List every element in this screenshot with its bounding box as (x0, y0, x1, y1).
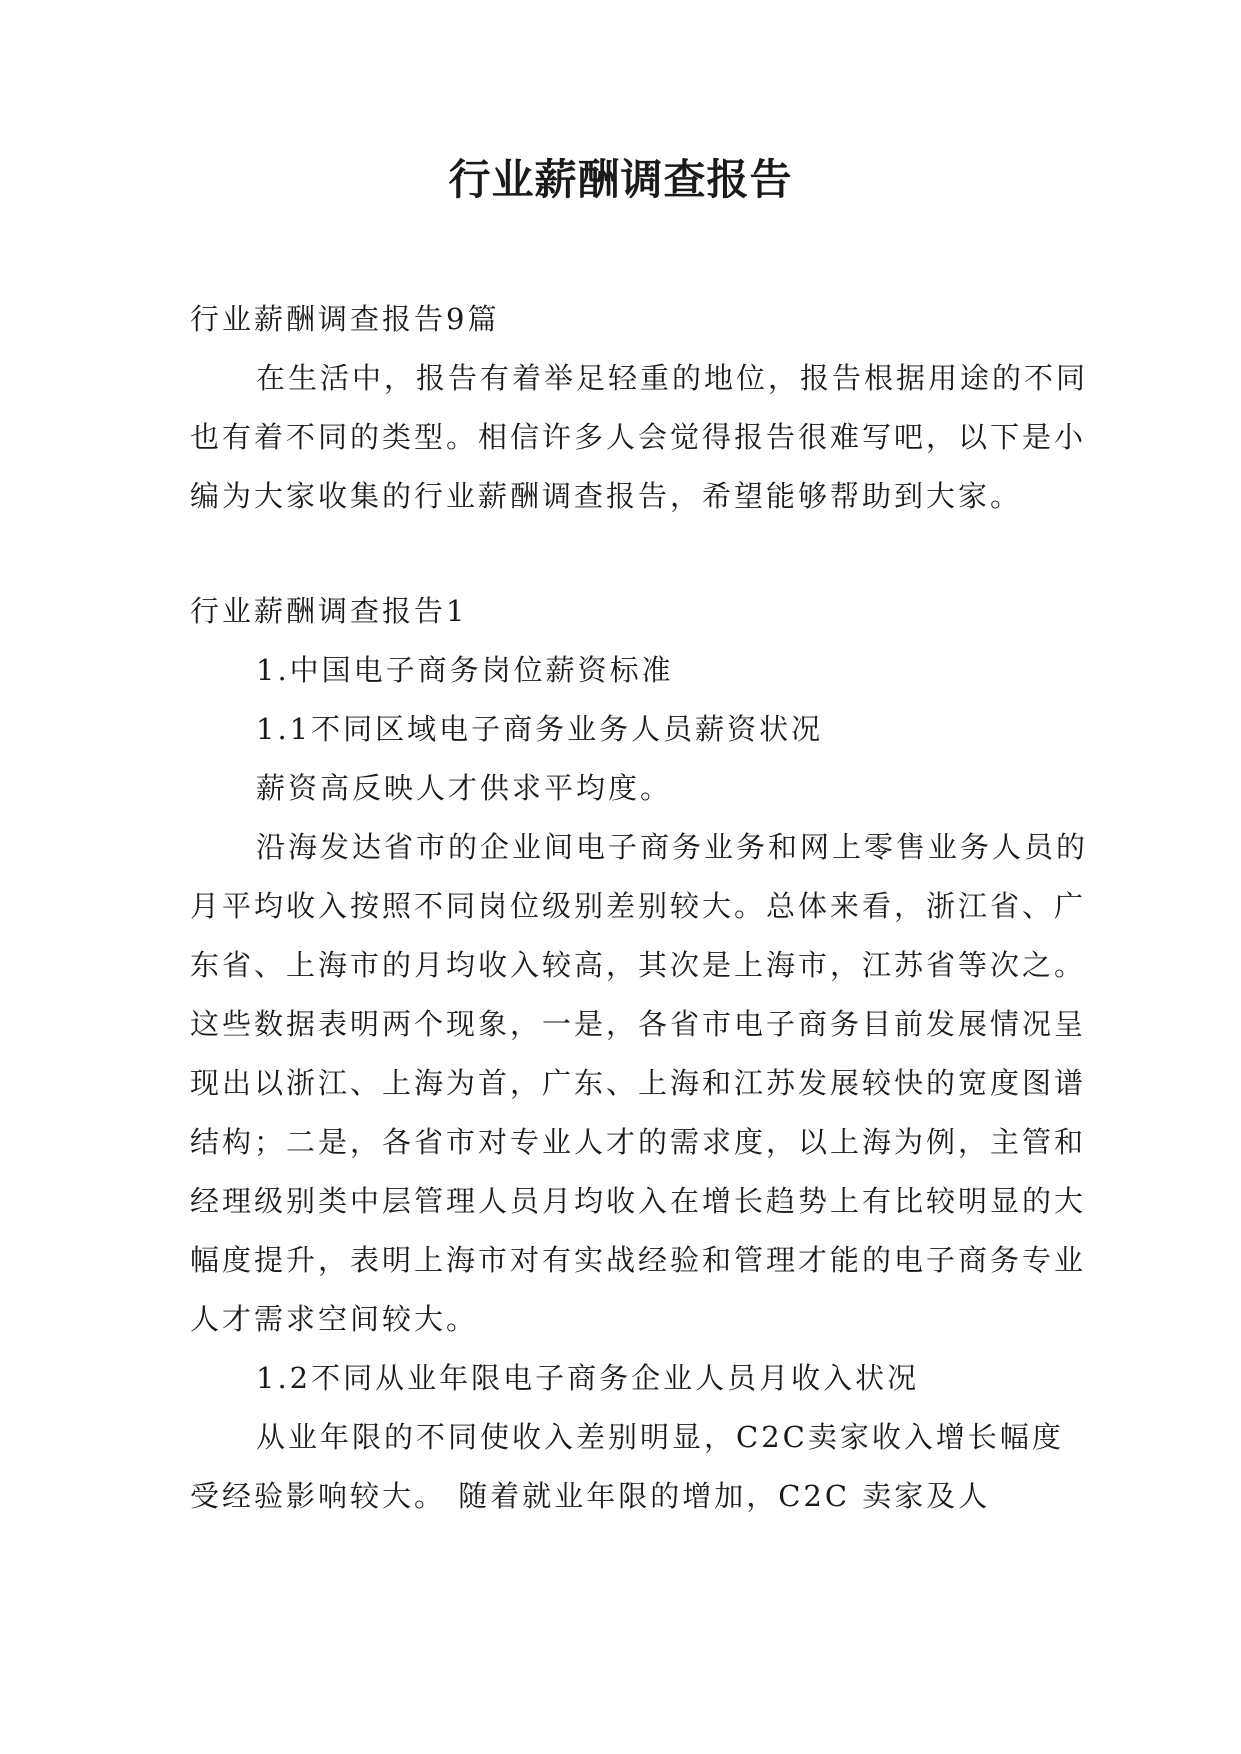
body-paragraph: 薪资高反映人才供求平均度。 (256, 771, 673, 805)
body-paragraph: 沿海发达省市的企业间电子商务业务和网上零售业务人员的月平均收入按照不同岗位级别差别较大。总体来看，浙江省、广东省、上海市的月均收入较高，其次是上海市，江苏省等次之。这些数据表明两个现象，一是，各省市电子商务目前发展情况呈现出以浙江、上海为首，广东、上海和江苏发展较快的宽度图谱结构；二是，各省市对专业人才的需求度，以上海为例，主管和经理级别类中层管理人员月均收入在增长趋势上有比较明显的大幅度提升，表明上海市对有实战经验和管理才能的电子商务专业人才需求空间较大。 (190, 830, 1089, 1336)
heading-level-2: 1.2不同从业年限电子商务企业人员月收入状况 (256, 1361, 920, 1395)
document-body (190, 290, 1090, 1526)
document-subtitle: 行业薪酬调查报告9篇 (190, 302, 500, 336)
section-heading: 行业薪酬调查报告1 (190, 594, 468, 628)
body-paragraph: 从业年限的不同使收入差别明显，C2C卖家收入增长幅度受经验影响较大。 随着就业年限的增加，C2C 卖家及人 (190, 1420, 1064, 1513)
heading-level-2: 1.1不同区域电子商务业务人员薪资状况 (256, 712, 824, 746)
document-title: 行业薪酬调查报告 (448, 155, 793, 204)
heading-level-1: 1.中国电子商务岗位薪资标准 (256, 653, 674, 687)
section-gap (190, 526, 1090, 582)
intro-paragraph: 在生活中，报告有着举足轻重的地位，报告根据用途的不同也有着不同的类型。相信许多人会觉得报告很难写吧，以下是小编为大家收集的行业薪酬调查报告，希望能够帮助到大家。 (190, 361, 1089, 513)
